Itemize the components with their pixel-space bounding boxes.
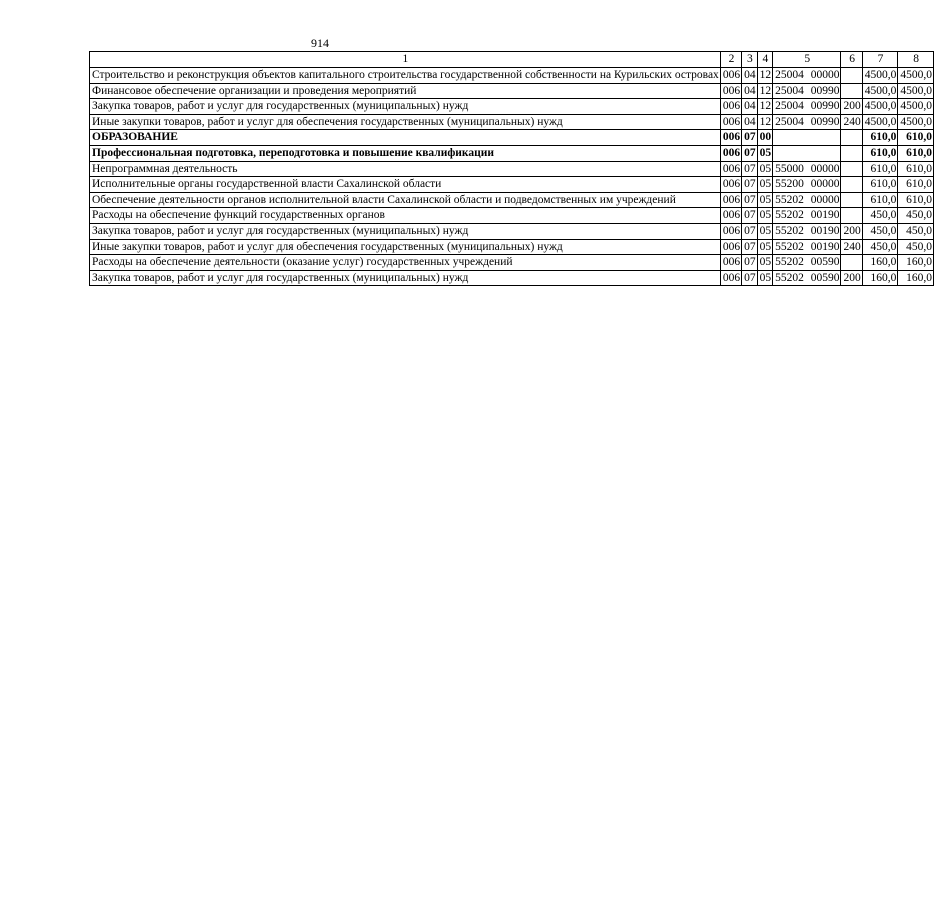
cell-pr: 05: [757, 192, 773, 208]
cell-sum-1: 610,0: [862, 177, 898, 193]
cell-ved: 006: [720, 83, 741, 99]
cell-name: Расходы на обеспечение функций государственных органов: [90, 208, 721, 224]
header-cell: 3: [742, 52, 758, 68]
header-cell: 5: [773, 52, 841, 68]
cell-vr: [841, 83, 862, 99]
table-row: [90, 114, 934, 130]
cell-name: Закупка товаров, работ и услуг для государственных (муниципальных) нужд: [90, 99, 721, 115]
cell-pr: 12: [757, 99, 773, 115]
cell-ved: 006: [720, 208, 741, 224]
table-body: [90, 68, 934, 286]
cell-name: Обеспечение деятельности органов исполнительной власти Сахалинской области и подведомственных им учреждений: [90, 192, 721, 208]
table-row: [90, 130, 934, 146]
cell-csr: [773, 130, 841, 146]
cell-vr: [841, 255, 862, 271]
table-row: [90, 239, 934, 255]
cell-pr: 05: [757, 270, 773, 286]
table-row: [90, 270, 934, 286]
cell-pr: 05: [757, 239, 773, 255]
header-cell: 2: [720, 52, 741, 68]
cell-sum-2: 610,0: [898, 161, 934, 177]
table-row: [90, 99, 934, 115]
cell-pr: 05: [757, 161, 773, 177]
cell-sum-2: 610,0: [898, 177, 934, 193]
cell-sum-2: 4500,0: [898, 68, 934, 84]
cell-csr: 25004 00990: [773, 83, 841, 99]
table-row: [90, 145, 934, 161]
cell-sum-2: 4500,0: [898, 99, 934, 115]
cell-csr: 55202 00590: [773, 270, 841, 286]
header-cell: 7: [862, 52, 898, 68]
cell-ved: 006: [720, 130, 741, 146]
cell-name: Непрограммная деятельность: [90, 161, 721, 177]
table-row: [90, 255, 934, 271]
cell-vr: 200: [841, 99, 862, 115]
cell-sum-1: 610,0: [862, 130, 898, 146]
cell-name: Исполнительные органы государственной власти Сахалинской области: [90, 177, 721, 193]
cell-csr: 25004 00000: [773, 68, 841, 84]
cell-sum-2: 610,0: [898, 145, 934, 161]
cell-ved: 006: [720, 255, 741, 271]
cell-vr: 240: [841, 239, 862, 255]
cell-sum-2: 450,0: [898, 208, 934, 224]
cell-sum-1: 610,0: [862, 161, 898, 177]
cell-name: ОБРАЗОВАНИЕ: [90, 130, 721, 146]
table-row: [90, 161, 934, 177]
cell-name: Строительство и реконструкция объектов капитального строительства государственной собственности на Курильских островах: [90, 68, 721, 84]
cell-pr: 05: [757, 145, 773, 161]
cell-sum-1: 160,0: [862, 270, 898, 286]
budget-table: [89, 51, 934, 286]
cell-vr: [841, 177, 862, 193]
cell-rz: 04: [742, 83, 758, 99]
cell-csr: [773, 145, 841, 161]
cell-vr: [841, 130, 862, 146]
table-row: [90, 223, 934, 239]
cell-sum-1: 450,0: [862, 239, 898, 255]
cell-vr: 200: [841, 223, 862, 239]
cell-sum-1: 450,0: [862, 223, 898, 239]
header-cell: 8: [898, 52, 934, 68]
header-row: [90, 52, 934, 68]
cell-ved: 006: [720, 270, 741, 286]
cell-ved: 006: [720, 223, 741, 239]
cell-ved: 006: [720, 177, 741, 193]
cell-vr: [841, 68, 862, 84]
cell-pr: 12: [757, 114, 773, 130]
cell-rz: 07: [742, 130, 758, 146]
cell-rz: 04: [742, 114, 758, 130]
cell-vr: [841, 192, 862, 208]
cell-rz: 07: [742, 255, 758, 271]
cell-sum-2: 160,0: [898, 270, 934, 286]
table-row: [90, 208, 934, 224]
cell-name: Закупка товаров, работ и услуг для государственных (муниципальных) нужд: [90, 270, 721, 286]
cell-name: Иные закупки товаров, работ и услуг для обеспечения государственных (муниципальных) нужд: [90, 239, 721, 255]
cell-ved: 006: [720, 114, 741, 130]
cell-sum-1: 4500,0: [862, 99, 898, 115]
cell-vr: 240: [841, 114, 862, 130]
cell-sum-1: 610,0: [862, 192, 898, 208]
cell-ved: 006: [720, 192, 741, 208]
cell-pr: 05: [757, 177, 773, 193]
cell-sum-1: 160,0: [862, 255, 898, 271]
cell-sum-2: 450,0: [898, 239, 934, 255]
cell-rz: 07: [742, 145, 758, 161]
cell-rz: 07: [742, 239, 758, 255]
cell-name: Финансовое обеспечение организации и проведения мероприятий: [90, 83, 721, 99]
cell-sum-1: 610,0: [862, 145, 898, 161]
cell-pr: 00: [757, 130, 773, 146]
cell-name: Иные закупки товаров, работ и услуг для обеспечения государственных (муниципальных) нужд: [90, 114, 721, 130]
table-row: [90, 68, 934, 84]
cell-pr: 12: [757, 83, 773, 99]
cell-sum-1: 4500,0: [862, 114, 898, 130]
cell-sum-1: 450,0: [862, 208, 898, 224]
cell-vr: [841, 145, 862, 161]
cell-rz: 07: [742, 223, 758, 239]
cell-sum-1: 4500,0: [862, 68, 898, 84]
cell-csr: 55000 00000: [773, 161, 841, 177]
cell-ved: 006: [720, 99, 741, 115]
cell-csr: 25004 00990: [773, 99, 841, 115]
cell-csr: 55202 00000: [773, 192, 841, 208]
cell-csr: 55202 00590: [773, 255, 841, 271]
cell-csr: 55202 00190: [773, 239, 841, 255]
cell-pr: 05: [757, 223, 773, 239]
cell-sum-1: 4500,0: [862, 83, 898, 99]
cell-rz: 04: [742, 68, 758, 84]
cell-rz: 07: [742, 192, 758, 208]
cell-csr: 25004 00990: [773, 114, 841, 130]
cell-vr: 200: [841, 270, 862, 286]
cell-sum-2: 450,0: [898, 223, 934, 239]
cell-name: Закупка товаров, работ и услуг для государственных (муниципальных) нужд: [90, 223, 721, 239]
cell-rz: 07: [742, 177, 758, 193]
cell-ved: 006: [720, 239, 741, 255]
cell-sum-2: 4500,0: [898, 114, 934, 130]
cell-rz: 07: [742, 208, 758, 224]
cell-pr: 05: [757, 208, 773, 224]
cell-sum-2: 610,0: [898, 130, 934, 146]
cell-pr: 12: [757, 68, 773, 84]
table-row: [90, 192, 934, 208]
cell-ved: 006: [720, 161, 741, 177]
cell-sum-2: 160,0: [898, 255, 934, 271]
cell-rz: 04: [742, 99, 758, 115]
cell-ved: 006: [720, 145, 741, 161]
cell-ved: 006: [720, 68, 741, 84]
table-row: [90, 177, 934, 193]
cell-csr: 55202 00190: [773, 208, 841, 224]
cell-sum-2: 610,0: [898, 192, 934, 208]
cell-csr: 55200 00000: [773, 177, 841, 193]
cell-rz: 07: [742, 270, 758, 286]
cell-rz: 07: [742, 161, 758, 177]
header-cell: 1: [90, 52, 721, 68]
cell-name: Расходы на обеспечение деятельности (оказание услуг) государственных учреждений: [90, 255, 721, 271]
cell-vr: [841, 208, 862, 224]
cell-vr: [841, 161, 862, 177]
table-row: [90, 83, 934, 99]
cell-csr: 55202 00190: [773, 223, 841, 239]
cell-name: Профессиональная подготовка, переподготовка и повышение квалификации: [90, 145, 721, 161]
header-cell: 4: [757, 52, 773, 68]
header-cell: 6: [841, 52, 862, 68]
cell-sum-2: 4500,0: [898, 83, 934, 99]
cell-pr: 05: [757, 255, 773, 271]
page-number: 914: [311, 36, 329, 50]
